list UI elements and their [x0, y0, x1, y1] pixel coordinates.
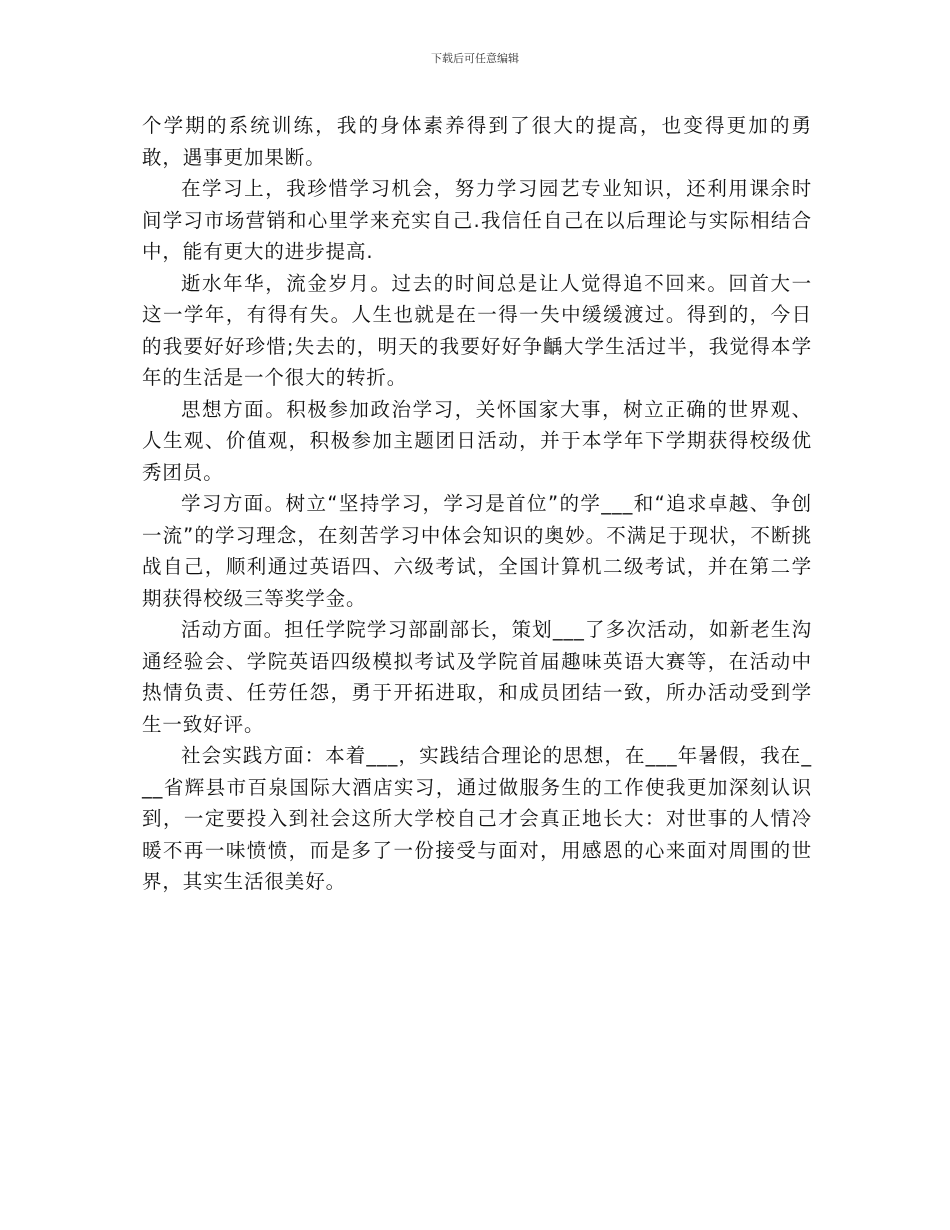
paragraph-2: 在学习上，我珍惜学习机会，努力学习园艺专业知识，还利用课余时间学习市场营销和心里学来充实自己.我信任自己在以后理论与实际相结合中，能有更大的进步提高. [142, 177, 812, 263]
paragraph-3: 逝水年华，流金岁月。过去的时间总是让人觉得追不回来。回首大一这一学年，有得有失。人生也就是在一得一失中缓缓渡过。得到的，今日的我要好好珍惜;失去的，明天的我要好好争齲大学生活过半，我觉得本学年的生活是一个很大的转折。 [142, 271, 812, 389]
paragraph-7: 社会实践方面：本着___，实践结合理论的思想，在___年暑假，我在___省辉县市百泉国际大酒店实习，通过做服务生的工作使我更加深刻认识到，一定要投入到社会这所大学校自己才会真正地长大：对世事的人情冷暖不再一味愤愤，而是多了一份接受与面对，用感恩的心来面对周围的世界，其实生活很美好。 [142, 744, 812, 893]
paragraph-1: 个学期的系统训练，我的身体素养得到了很大的提高，也变得更加的勇敢，遇事更加果断。 [142, 114, 812, 169]
paragraph-6: 活动方面。担任学院学习部副部长，策划___了多次活动，如新老生沟通经验会、学院英语四级模拟考试及学院首届趣味英语大赛等，在活动中热情负责、任劳任怨，勇于开拓进取，和成员团结一致，所办活动受到学生一致好评。 [142, 618, 812, 736]
paragraph-5: 学习方面。树立“坚持学习，学习是首位”的学___和“追求卓越、争创一流”的学习理念，在刻苦学习中体会知识的奥妙。不满足于现状，不断挑战自己，顺利通过英语四、六级考试，全国计算机二级考试，并在第二学期获得校级三等奖学金。 [142, 492, 812, 610]
document-body [142, 110, 812, 898]
paragraph-4: 思想方面。积极参加政治学习，关怀国家大事，树立正确的世界观、人生观、价值观，积极参加主题团日活动，并于本学年下学期获得校级优秀团员。 [142, 397, 812, 484]
page-header: 下载后可任意编辑 [431, 52, 519, 65]
